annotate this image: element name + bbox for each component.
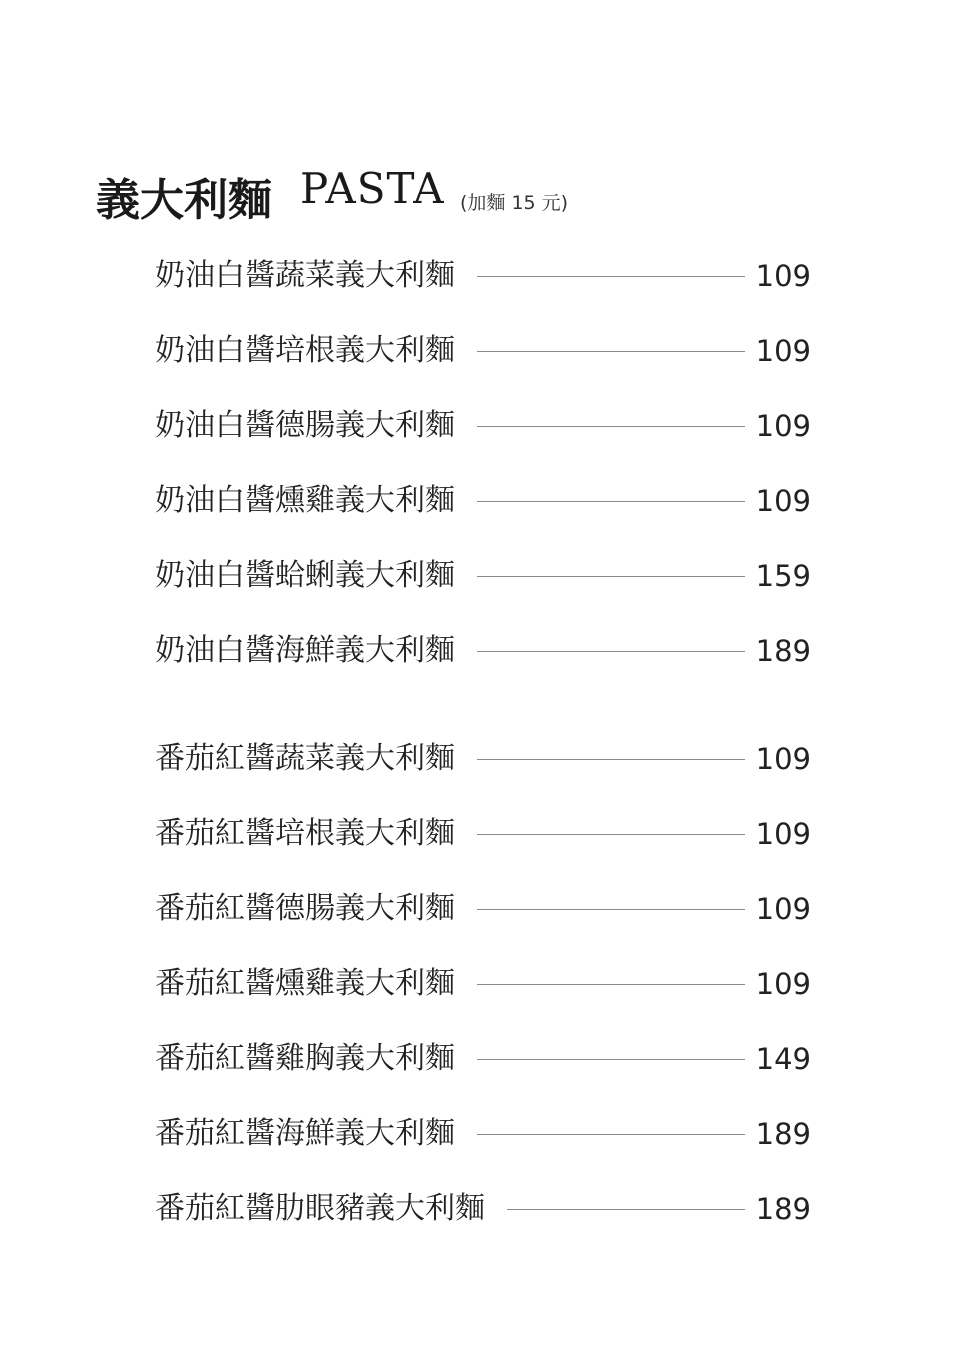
menu-item-price: 109 [755, 967, 811, 1001]
menu-item-name: 番茄紅醬海鮮義大利麵 [155, 1116, 455, 1151]
menu-item-name: 番茄紅醬肋眼豬義大利麵 [155, 1191, 485, 1226]
menu-item-price: 109 [755, 259, 811, 293]
section-title-english: PASTA [300, 164, 445, 213]
menu-item [155, 889, 815, 964]
menu-item-price: 189 [755, 1192, 811, 1226]
leader-line [477, 759, 745, 760]
leader-line [477, 834, 745, 835]
menu-item-name: 奶油白醬海鮮義大利麵 [155, 633, 455, 668]
menu-item-price: 189 [755, 634, 811, 668]
menu-item-name: 番茄紅醬蔬菜義大利麵 [155, 741, 455, 776]
menu-item [155, 739, 815, 814]
menu-item-price: 189 [755, 1117, 811, 1151]
menu-item [155, 1039, 815, 1114]
menu-item-price: 109 [755, 892, 811, 926]
menu-item-price: 109 [755, 334, 811, 368]
menu-item-name: 番茄紅醬燻雞義大利麵 [155, 966, 455, 1001]
leader-line [477, 501, 745, 502]
menu-item-price: 149 [755, 1042, 811, 1076]
leader-line [477, 276, 745, 277]
menu-item [155, 814, 815, 889]
leader-line [477, 909, 745, 910]
menu-item-price: 109 [755, 742, 811, 776]
leader-line [477, 426, 745, 427]
leader-line [477, 576, 745, 577]
menu-item [155, 631, 815, 706]
menu-item [155, 556, 815, 631]
menu-item [155, 964, 815, 1039]
menu-item-name: 番茄紅醬雞胸義大利麵 [155, 1041, 455, 1076]
menu-item-name: 番茄紅醬德腸義大利麵 [155, 891, 455, 926]
menu-item [155, 1189, 815, 1264]
leader-line [477, 1059, 745, 1060]
tomato-sauce-pasta-list [155, 739, 815, 1264]
menu-item-name: 奶油白醬蔬菜義大利麵 [155, 258, 455, 293]
menu-item [155, 256, 815, 331]
menu-item-name: 奶油白醬德腸義大利麵 [155, 408, 455, 443]
section-title-chinese: 義大利麵 [96, 175, 272, 226]
menu-item-name: 奶油白醬培根義大利麵 [155, 333, 455, 368]
leader-line [477, 651, 745, 652]
menu-item [155, 406, 815, 481]
leader-line [477, 1134, 745, 1135]
menu-item-price: 159 [755, 559, 811, 593]
menu-item-price: 109 [755, 817, 811, 851]
menu-item-name: 奶油白醬蛤蜊義大利麵 [155, 558, 455, 593]
menu-item-price: 109 [755, 409, 811, 443]
menu-item-name: 奶油白醬燻雞義大利麵 [155, 483, 455, 518]
extra-noodle-note: (加麵 15 元) [460, 192, 569, 214]
menu-item [155, 481, 815, 556]
menu-item-name: 番茄紅醬培根義大利麵 [155, 816, 455, 851]
cream-sauce-pasta-list [155, 256, 815, 706]
menu-item [155, 1114, 815, 1189]
menu-item-price: 109 [755, 484, 811, 518]
leader-line [507, 1209, 745, 1210]
menu-item [155, 331, 815, 406]
leader-line [477, 984, 745, 985]
leader-line [477, 351, 745, 352]
